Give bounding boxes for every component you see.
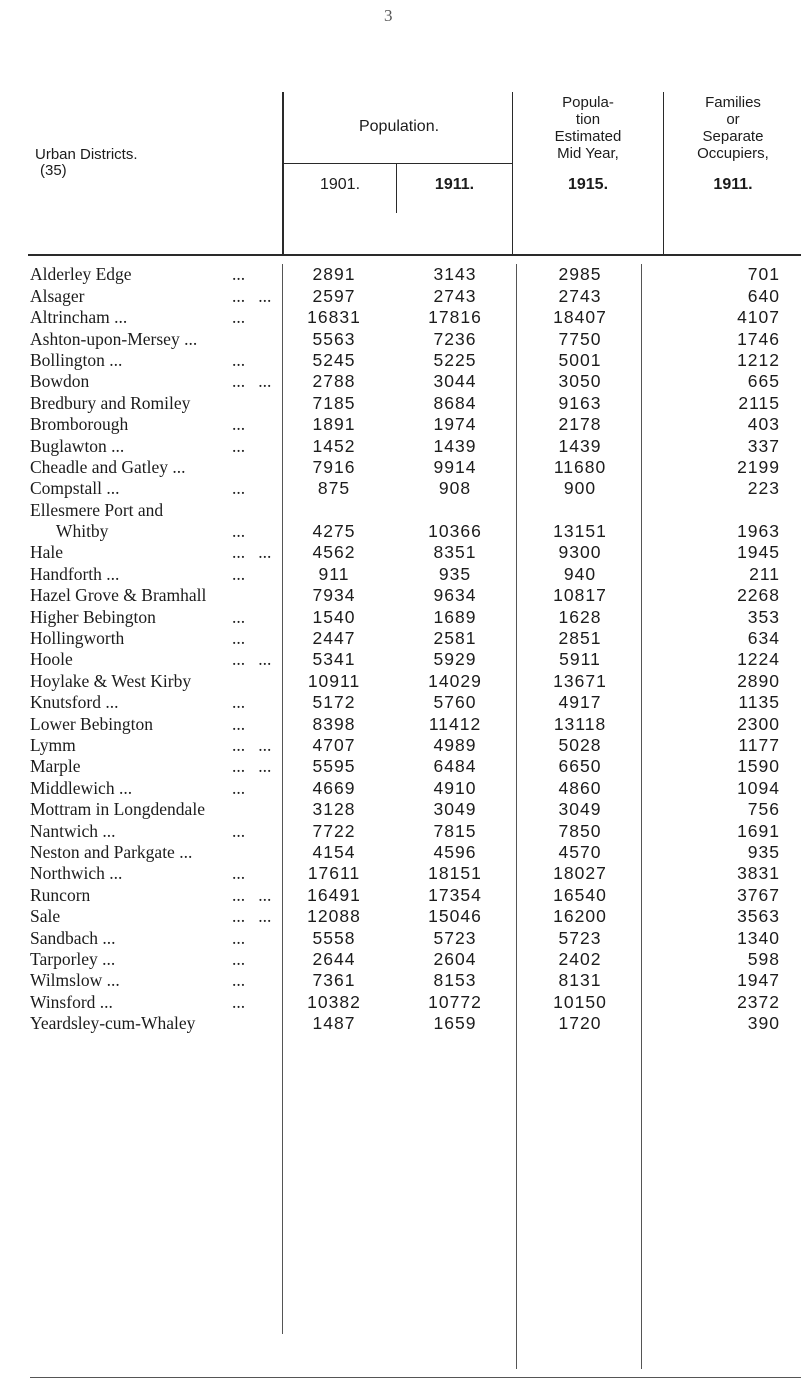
table-row [0, 906, 801, 927]
population-1901: 4562 [312, 542, 356, 563]
estimated-1915: 16200 [553, 906, 607, 927]
col-divider-families [663, 92, 664, 255]
estimated-1915: 6650 [558, 756, 602, 777]
population-1911: 15046 [428, 906, 482, 927]
district-name: Hale [30, 542, 64, 563]
population-1911: 17816 [428, 307, 482, 328]
population-1901: 911 [318, 563, 350, 584]
table-row [0, 264, 801, 285]
table-row [0, 756, 801, 777]
families-1911: 4107 [737, 307, 780, 328]
estimated-1915: 3049 [558, 799, 602, 820]
leader-dots: ... [232, 970, 246, 991]
district-name: Compstall ... [30, 478, 120, 499]
leader-dots: ... [232, 478, 246, 499]
district-name: Bowdon [30, 371, 90, 392]
leader-dots: ... [232, 628, 246, 649]
district-name: Higher Bebington [30, 606, 156, 627]
estimated-1915: 5001 [558, 349, 602, 370]
population-1911: 6484 [433, 756, 477, 777]
header-top-rule [282, 92, 284, 255]
families-1911: 2115 [738, 392, 780, 413]
table-row [0, 991, 801, 1012]
district-name: Runcorn [30, 884, 91, 905]
leader-dots: ... [232, 991, 246, 1012]
district-name: Neston and Parkgate ... [30, 841, 193, 862]
leader-dots: ... [232, 927, 246, 948]
population-1911: 7815 [433, 820, 477, 841]
table-row [0, 1013, 801, 1034]
estimated-1915: 16540 [553, 884, 607, 905]
families-1911: 1947 [737, 970, 780, 991]
families-1911: 337 [747, 435, 780, 456]
population-1911: 9634 [433, 585, 477, 606]
population-1911: 3143 [433, 264, 477, 285]
leader-dots: ... ... [232, 906, 272, 927]
families-1911: 3563 [737, 906, 780, 927]
district-name: Marple [30, 756, 81, 777]
estimated-1915: 2851 [558, 628, 602, 649]
district-name: Buglawton ... [30, 435, 125, 456]
district-name: Cheadle and Gatley ... [30, 456, 186, 477]
estimated-1915: 9163 [558, 392, 602, 413]
estimated-1915: 7750 [558, 328, 602, 349]
district-name: Bredbury and Romiley [30, 392, 191, 413]
district-name: Lower Bebington [30, 713, 153, 734]
district-name: Hoole [30, 649, 73, 670]
population-1911: 5225 [433, 349, 477, 370]
population-1901: 2891 [312, 264, 356, 285]
leader-dots: ... [232, 863, 246, 884]
table-row [0, 350, 801, 371]
district-name: Winsford ... [30, 991, 113, 1012]
leader-dots: ... [232, 563, 246, 584]
population-1911: 3044 [433, 371, 477, 392]
population-1901: 5558 [312, 927, 356, 948]
population-1901: 1891 [312, 414, 356, 435]
estimated-1915: 900 [563, 478, 597, 499]
pop-1911-header: 1911. [434, 176, 475, 193]
population-1901: 5563 [312, 328, 356, 349]
population-1901: 10911 [307, 670, 361, 691]
leader-dots: ... [232, 948, 246, 969]
population-1901: 2644 [312, 948, 356, 969]
families-1911: 2890 [737, 670, 780, 691]
families-1911: 634 [747, 628, 780, 649]
table-row [0, 392, 801, 413]
leader-dots: ... ... [232, 884, 272, 905]
table-row [0, 328, 801, 349]
estimated-1915: 3050 [558, 371, 602, 392]
families-1911: 211 [749, 563, 780, 584]
district-name: Wilmslow ... [30, 970, 120, 991]
families-1911: 1963 [737, 521, 780, 542]
district-name: Alderley Edge [30, 264, 132, 285]
population-1911: 8351 [433, 542, 477, 563]
families-1911: 1094 [737, 777, 780, 798]
estimated-1915: 13151 [553, 521, 607, 542]
families-1911: 2372 [737, 991, 780, 1012]
table-row [0, 927, 801, 948]
families-1911: 1590 [737, 756, 780, 777]
population-1911: 11412 [428, 713, 482, 734]
population-1911: 18151 [428, 863, 482, 884]
families-1911: 1135 [738, 692, 780, 713]
district-name: Mottram in Longdendale [30, 799, 205, 820]
district-name: Northwich ... [30, 863, 123, 884]
leader-dots: ... [232, 264, 246, 285]
estimated-1915: 2178 [558, 414, 602, 435]
population-1901: 3128 [312, 799, 356, 820]
estimated-1915: 1439 [558, 435, 602, 456]
district-name: Bollington ... [30, 349, 123, 370]
population-1911: 3049 [433, 799, 477, 820]
population-1911: 5929 [433, 649, 477, 670]
population-1901: 7916 [312, 456, 356, 477]
table-row [0, 307, 801, 328]
families-1911: 665 [747, 371, 780, 392]
estimated-1915: 18407 [553, 307, 607, 328]
estimated-1915: 8131 [558, 970, 602, 991]
population-1901: 8398 [312, 713, 356, 734]
estimated-1915: 18027 [553, 863, 607, 884]
population-1911: 1689 [433, 606, 477, 627]
table-row [0, 371, 801, 392]
district-name: Sale [30, 906, 61, 927]
families-1911: 2199 [737, 456, 780, 477]
families-1911: 3831 [737, 863, 780, 884]
district-name: Hoylake & West Kirby [30, 670, 192, 691]
population-1901: 7361 [312, 970, 356, 991]
district-name: Tarporley ... [30, 948, 116, 969]
families-1911: 598 [747, 948, 780, 969]
population-1911: 9914 [433, 456, 477, 477]
estimated-1915: 4917 [558, 692, 602, 713]
population-1901: 16491 [307, 884, 361, 905]
families-header: Families or Separate Occupiers, [697, 94, 769, 162]
population-1911: 2743 [433, 285, 477, 306]
population-1911: 2581 [433, 628, 477, 649]
leader-dots: ... ... [232, 285, 272, 306]
population-1911: 2604 [433, 948, 477, 969]
population-1901: 2788 [312, 371, 356, 392]
district-name: Bromborough [30, 414, 129, 435]
population-1901: 4707 [312, 735, 356, 755]
population-1901: 17611 [307, 863, 361, 884]
table-row [0, 970, 801, 991]
district-name: Handforth ... [30, 563, 120, 584]
district-name: Alsager [30, 285, 85, 306]
table-row [0, 499, 801, 542]
table-row [0, 285, 801, 306]
population-1901: 7185 [312, 392, 356, 413]
header-bottom-rule [28, 254, 801, 256]
families-1911: 353 [747, 606, 780, 627]
population-1911: 5760 [433, 692, 477, 713]
district-name: Lymm [30, 735, 76, 755]
table-row [0, 949, 801, 970]
estimated-1915: 1720 [558, 1013, 602, 1034]
estimated-1915: 2402 [558, 948, 602, 969]
families-1911: 223 [747, 478, 780, 499]
table-row [0, 735, 801, 756]
table-row [0, 542, 801, 563]
estimated-header: Popula- tion Estimated Mid Year, [554, 94, 622, 162]
leader-dots: ... [232, 692, 246, 713]
table-body [0, 264, 801, 1034]
population-1901: 16831 [307, 307, 361, 328]
district-name: Sandbach ... [30, 927, 116, 948]
leader-dots: ... [232, 414, 246, 435]
estimated-1915: 2985 [558, 264, 602, 285]
district-name: Ashton-upon-Mersey ... [30, 328, 198, 349]
estimated-1915: 4570 [558, 841, 602, 862]
families-1911: 403 [747, 414, 780, 435]
families-1911: 1746 [737, 328, 780, 349]
table-row [0, 414, 801, 435]
leader-dots: ... ... [232, 756, 272, 777]
table-bottom-rule [30, 1377, 801, 1378]
population-1901: 5595 [312, 756, 356, 777]
estimated-1915: 11680 [553, 456, 607, 477]
table-row [0, 777, 801, 798]
population-1901: 10382 [307, 991, 361, 1012]
population-1901: 5172 [312, 692, 356, 713]
families-1911: 2268 [737, 585, 780, 606]
district-name: Hazel Grove & Bramhall [30, 585, 207, 606]
leader-dots: ... [232, 606, 246, 627]
leader-dots: ... [232, 307, 246, 328]
population-1911: 7236 [433, 328, 477, 349]
families-1911: 756 [747, 799, 780, 820]
population-1901: 12088 [307, 906, 361, 927]
district-name: Middlewich ... [30, 777, 133, 798]
population-1911: 10772 [428, 991, 482, 1012]
estimated-1915: 7850 [558, 820, 602, 841]
families-1911: 1945 [737, 542, 780, 563]
leader-dots: ... [232, 777, 246, 798]
table-row [0, 478, 801, 499]
population-1901: 2447 [312, 628, 356, 649]
leader-dots: ... ... [232, 542, 272, 563]
population-1901: 1540 [312, 606, 356, 627]
estimated-1915: 13118 [553, 713, 607, 734]
families-1911: 1177 [738, 735, 780, 755]
table-row [0, 457, 801, 478]
population-1911: 1439 [433, 435, 477, 456]
population-1901: 5341 [312, 649, 356, 670]
table-row [0, 842, 801, 863]
population-1901: 1452 [312, 435, 356, 456]
leader-dots: ... [232, 820, 246, 841]
table-row [0, 713, 801, 734]
population-1911: 5723 [433, 927, 477, 948]
leader-dots: ... [232, 349, 246, 370]
population-1911: 17354 [428, 884, 482, 905]
table-row [0, 799, 801, 820]
district-name: Altrincham ... [30, 307, 128, 328]
families-1911: 3767 [737, 884, 780, 905]
population-1901: 7934 [312, 585, 356, 606]
population-1911: 1659 [433, 1013, 477, 1034]
leader-dots: ... [232, 521, 246, 542]
estimated-1915: 5723 [558, 927, 602, 948]
population-1911: 935 [438, 563, 472, 584]
table-row [0, 863, 801, 884]
table-row [0, 585, 801, 606]
population-1911: 8153 [433, 970, 477, 991]
families-1911: 390 [747, 1013, 780, 1034]
estimated-1915: 13671 [553, 670, 607, 691]
leader-dots: ... ... [232, 649, 272, 670]
population-1901: 4275 [312, 521, 356, 542]
population-1901: 2597 [312, 285, 356, 306]
estimated-1915: 10150 [553, 991, 607, 1012]
estimated-1915: 2743 [558, 285, 602, 306]
population-1901: 4154 [312, 841, 356, 862]
estimated-1915: 940 [563, 563, 597, 584]
families-1911: 1224 [737, 649, 780, 670]
estimated-1915: 10817 [553, 585, 607, 606]
table-row [0, 563, 801, 584]
population-1911: 908 [438, 478, 472, 499]
table-row [0, 628, 801, 649]
families-year-header: 1911. [713, 176, 753, 193]
estimated-1915: 4860 [558, 777, 602, 798]
population-header: Population. [358, 118, 440, 135]
leader-dots: ... [232, 435, 246, 456]
district-name: Hollingworth [30, 628, 125, 649]
population-1911: 4910 [433, 777, 477, 798]
table-row [0, 884, 801, 905]
district-name: Nantwich ... [30, 820, 116, 841]
leader-dots: ... ... [232, 735, 272, 755]
district-name: Yeardsley-cum-Whaley [30, 1013, 196, 1034]
families-1911: 1340 [737, 927, 780, 948]
table-row [0, 670, 801, 691]
families-1911: 1212 [737, 349, 780, 370]
population-1911: 4596 [433, 841, 477, 862]
table-row [0, 606, 801, 627]
population-1901: 875 [317, 478, 351, 499]
families-1911: 640 [747, 285, 780, 306]
families-1911: 1691 [737, 820, 780, 841]
leader-dots: ... ... [232, 371, 272, 392]
families-1911: 701 [747, 264, 780, 285]
families-1911: 2300 [737, 713, 780, 734]
estimated-1915: 1628 [558, 606, 602, 627]
page-number: 3 [384, 6, 393, 25]
district-name: Ellesmere Port and Whitby [30, 500, 164, 542]
table-row [0, 649, 801, 670]
table-row [0, 435, 801, 456]
estimated-year-header: 1915. [567, 176, 609, 193]
population-1901: 1487 [312, 1013, 356, 1034]
estimated-1915: 5028 [558, 735, 602, 755]
families-1911: 935 [747, 841, 780, 862]
districts-header: Urban Districts. [35, 146, 138, 163]
population-1911: 4989 [433, 735, 477, 755]
leader-dots: ... [232, 713, 246, 734]
population-divider [284, 163, 512, 164]
population-1911: 14029 [428, 670, 482, 691]
estimated-1915: 9300 [558, 542, 602, 563]
population-1901: 4669 [312, 777, 356, 798]
population-1911: 10366 [428, 521, 482, 542]
districts-count: (35) [40, 162, 67, 179]
pop-1901-header: 1901. [319, 176, 361, 193]
district-name: Knutsford ... [30, 692, 119, 713]
population-1911: 1974 [433, 414, 477, 435]
population-1901: 7722 [312, 820, 356, 841]
estimated-1915: 5911 [559, 649, 601, 670]
population-1901: 5245 [312, 349, 356, 370]
table-row [0, 692, 801, 713]
population-1911: 8684 [433, 392, 477, 413]
table-row [0, 820, 801, 841]
